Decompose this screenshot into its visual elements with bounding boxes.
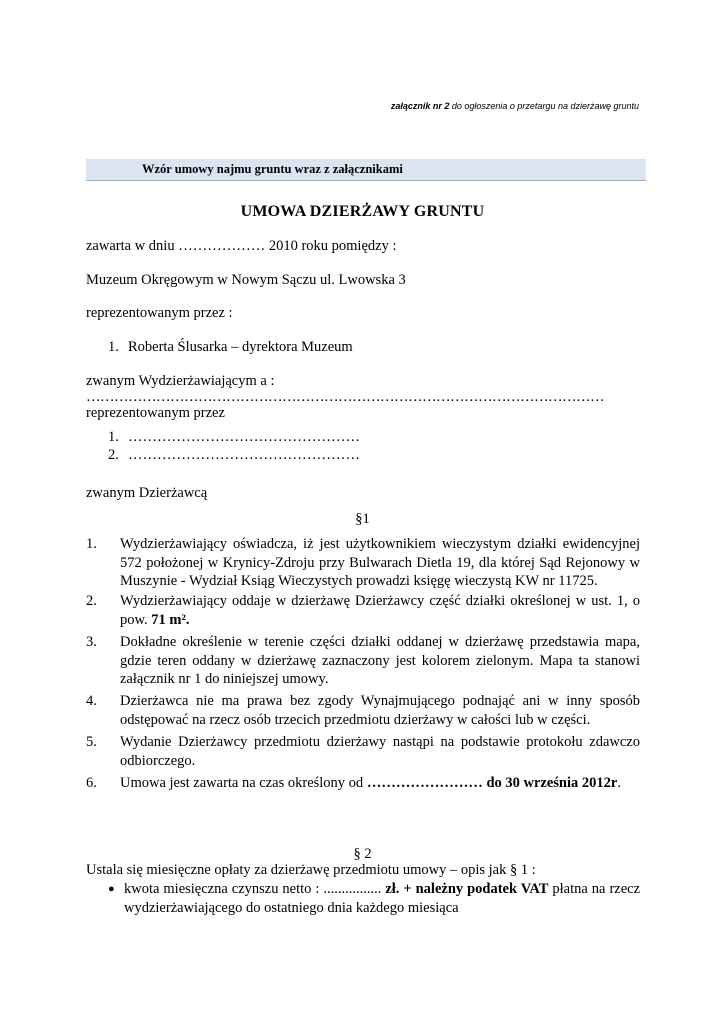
rent-currency-vat: zł. + należny podatek VAT — [385, 881, 549, 897]
section1-item-5 — [86, 733, 640, 770]
header-note-text: do ogłoszenia o przetargu na dzierżawę gruntu — [449, 101, 639, 111]
representative-2a — [108, 429, 360, 446]
section2-bullet-item — [108, 880, 640, 917]
area-value: 71 m². — [151, 611, 190, 628]
item-text: Dzierżawca nie ma prawa bez zgody Wynajmującego podnająć ani w inny sposób odstępować na rzecz osób trzecich przedmiotu dzierżawy w całości lub w części. — [120, 693, 640, 728]
template-banner — [86, 159, 646, 181]
item-text: Umowa jest zawarta na czas określony od — [120, 775, 364, 791]
header-note — [391, 101, 639, 111]
rep2a-number: 1. — [108, 429, 119, 445]
rent-terms: płatna na rzecz wydzierżawiającego do ostatniego dnia każdego miesiąca — [124, 881, 641, 916]
representative-2b — [108, 447, 360, 464]
header-note-label: załącznik nr 2 — [390, 101, 450, 111]
section1-item-4 — [86, 692, 640, 729]
bullet-icon: ● — [108, 883, 115, 895]
represented-by-1: reprezentowanym przez : — [86, 305, 233, 321]
item-tail: . — [617, 775, 621, 791]
rep2b-number: 2. — [108, 447, 119, 463]
section1-item-1 — [86, 535, 640, 591]
representative-1 — [108, 339, 353, 356]
lessor-party: Muzeum Okręgowym w Nowym Sączu ul. Lwowska 3 — [86, 272, 406, 288]
called-lessor: zwanym Wydzierżawiającym a : — [86, 373, 275, 389]
banner-text: Wzór umowy najmu gruntu wraz z załącznikami — [142, 162, 403, 176]
concluded-line: zawarta w dniu ……………… 2010 roku pomiędzy : — [86, 238, 397, 254]
rep1-number: 1. — [108, 339, 119, 355]
rent-label: kwota miesięczna czynszu netto : ................ — [124, 881, 382, 897]
rep2a-text: ………………………………………… — [128, 429, 360, 445]
section2-intro: Ustala się miesięczne opłaty za dzierżawę przedmiotu umowy – opis jak § 1 : — [86, 862, 536, 878]
item-number: 5. — [86, 734, 97, 750]
item-text: Wydzierżawiający oddaje w dzierżawę Dzierżawcy część działki określonej w ust. 1, o pow. — [120, 593, 640, 628]
called-lessee: zwanym Dzierżawcą — [86, 485, 208, 501]
section2-heading: § 2 — [353, 846, 372, 862]
section1-item-3 — [86, 633, 640, 689]
section1-heading: §1 — [355, 511, 370, 527]
rep2b-text: ………………………………………… — [128, 447, 360, 463]
lessee-dotted-line: ………………………………………………………………………………………………… — [86, 389, 604, 405]
represented-by-2: reprezentowanym przez — [86, 405, 225, 421]
document-title: UMOWA DZIERŻAWY GRUNTU — [240, 203, 485, 220]
rep1-name: Roberta Ślusarka – dyrektora Muzeum — [128, 339, 353, 355]
item-number: 3. — [86, 634, 97, 650]
section1-item-6 — [86, 774, 640, 793]
term-dates: …………………… do 30 września 2012r — [366, 775, 618, 791]
item-number: 4. — [86, 693, 97, 709]
item-text: Wydzierżawiający oświadcza, iż jest użytkownikiem wieczystym działki ewidencyjnej 572 położonej w Krynicy-Zdroju przy Bulwarach Dietla 19, dla której Sąd Rejonowy w Muszynie - Wydział Ksiąg Wieczystych prowadzi księgę wieczystą KW nr 11725. — [120, 536, 640, 589]
item-number: 2. — [86, 593, 97, 609]
section1-item-2 — [86, 592, 640, 629]
item-number: 1. — [86, 536, 97, 552]
item-text: Wydanie Dzierżawcy przedmiotu dzierżawy nastąpi na podstawie protokołu zdawczo odbiorczego. — [120, 734, 640, 769]
item-number: 6. — [86, 775, 97, 791]
item-text: Dokładne określenie w terenie części działki oddanej w dzierżawę przedstawia mapa, gdzie teren oddany w dzierżawę zaznaczony jest kolorem zielonym. Mapa ta stanowi załącznik nr 1 do niniejszej umowy. — [120, 634, 640, 687]
